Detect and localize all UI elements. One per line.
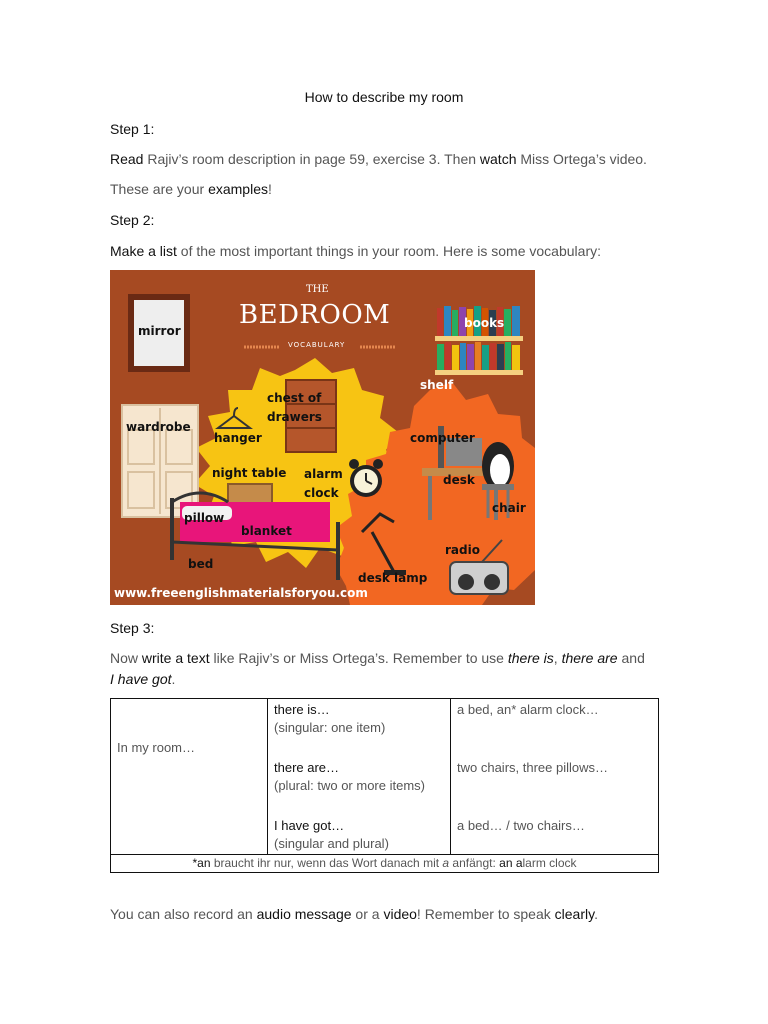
kw-audio-message: audio message <box>256 906 352 922</box>
label-mirror: mirror <box>138 324 181 338</box>
illustration-the: THE <box>306 284 329 295</box>
step1-examples <box>110 179 272 199</box>
bedroom-vocabulary-image <box>110 270 535 605</box>
fn-an-a: an a <box>499 856 523 870</box>
label-bed: bed <box>188 557 214 571</box>
label-night-table: night table <box>212 466 287 480</box>
note-singular: (singular: one item) <box>274 720 386 735</box>
text: or a <box>351 906 384 922</box>
books-bottom <box>437 342 520 370</box>
illustration-subtitle: VOCABULARY <box>288 341 346 349</box>
text: ! <box>267 181 272 197</box>
text: larm clock <box>522 856 577 870</box>
table-footnote <box>111 855 659 873</box>
page-title: How to describe my room <box>304 89 464 105</box>
table-cell <box>111 699 268 855</box>
fn-letter: a <box>442 856 450 870</box>
label-drawers: drawers <box>267 410 322 424</box>
label-pillow: pillow <box>184 511 225 525</box>
text: You can also record an <box>110 906 257 922</box>
step3-instruction <box>110 648 645 668</box>
text: Miss Ortega’s video. <box>516 151 647 167</box>
step1-heading: Step 1: <box>110 121 155 137</box>
label-books: books <box>464 316 505 330</box>
text: Rajiv’s room description in page 59, exercise 3. Then <box>143 151 480 167</box>
example-i-have-got: a bed… / two chairs… <box>457 818 585 833</box>
in-my-room: In my room… <box>117 740 196 755</box>
label-blanket: blanket <box>241 524 292 538</box>
illustration-title: BEDROOM <box>239 300 391 330</box>
text: These are your <box>110 181 209 197</box>
closing-note <box>110 904 598 924</box>
text: Now <box>110 650 142 666</box>
text: ! Remember to speak <box>416 906 555 922</box>
text: . <box>171 671 176 687</box>
text: anfängt: <box>449 856 500 870</box>
text: . <box>594 906 598 922</box>
text: and <box>617 650 645 666</box>
example-there-are: two chairs, three pillows… <box>457 760 608 775</box>
fn-an: *an <box>192 856 211 870</box>
text: braucht ihr nur, wenn das Wort danach mit <box>210 856 443 870</box>
step1-instruction <box>110 149 647 169</box>
label-radio: radio <box>445 543 480 557</box>
kw-watch: watch <box>479 151 517 167</box>
text: , <box>553 650 562 666</box>
grammar-table <box>110 698 659 873</box>
label-desk-lamp: desk lamp <box>358 571 428 585</box>
label-clock: clock <box>304 486 339 500</box>
table-cell <box>451 699 659 855</box>
phrase-there-is: there is… <box>274 702 330 717</box>
example-there-is: a bed, an* alarm clock… <box>457 702 599 717</box>
step2-instruction <box>110 241 601 261</box>
phrase-there-are: there are… <box>274 760 340 775</box>
table-row <box>111 855 659 873</box>
kw-clearly: clearly <box>554 906 595 922</box>
kw-i-have-got: I have got <box>110 671 172 687</box>
kw-read: Read <box>110 151 144 167</box>
text: like Rajiv’s or Miss Ortega’s. Remember to use <box>209 650 508 666</box>
note-singular-plural: (singular and plural) <box>274 836 389 851</box>
step2-heading: Step 2: <box>110 212 155 228</box>
kw-video: video <box>383 906 417 922</box>
kw-there-is: there is <box>507 650 554 666</box>
shelf-board-bottom <box>435 370 523 375</box>
label-wardrobe: wardrobe <box>126 420 191 434</box>
phrase-i-have-got: I have got… <box>274 818 345 833</box>
shelf-board-top <box>435 336 523 341</box>
label-shelf: shelf <box>420 378 454 392</box>
kw-make-list: Make a list <box>110 243 177 259</box>
text: of the most important things in your room. Here is some vocabulary: <box>176 243 601 259</box>
table-row <box>111 699 659 855</box>
label-chest-of: chest of <box>267 391 322 405</box>
kw-write-text: write a text <box>141 650 210 666</box>
label-alarm: alarm <box>304 467 343 481</box>
label-computer: computer <box>410 431 475 445</box>
label-hanger: hanger <box>214 431 262 445</box>
note-plural: (plural: two or more items) <box>274 778 425 793</box>
radio-body <box>450 562 508 594</box>
illustration-url: www.freeenglishmaterialsforyou.com <box>114 586 368 600</box>
chair-seat <box>482 484 514 490</box>
step3-instruction-cont <box>110 669 175 689</box>
label-desk: desk <box>443 473 475 487</box>
kw-there-are: there are <box>561 650 618 666</box>
step3-heading: Step 3: <box>110 620 155 636</box>
table-cell <box>268 699 451 855</box>
label-chair: chair <box>492 501 526 515</box>
kw-examples: examples <box>208 181 268 197</box>
